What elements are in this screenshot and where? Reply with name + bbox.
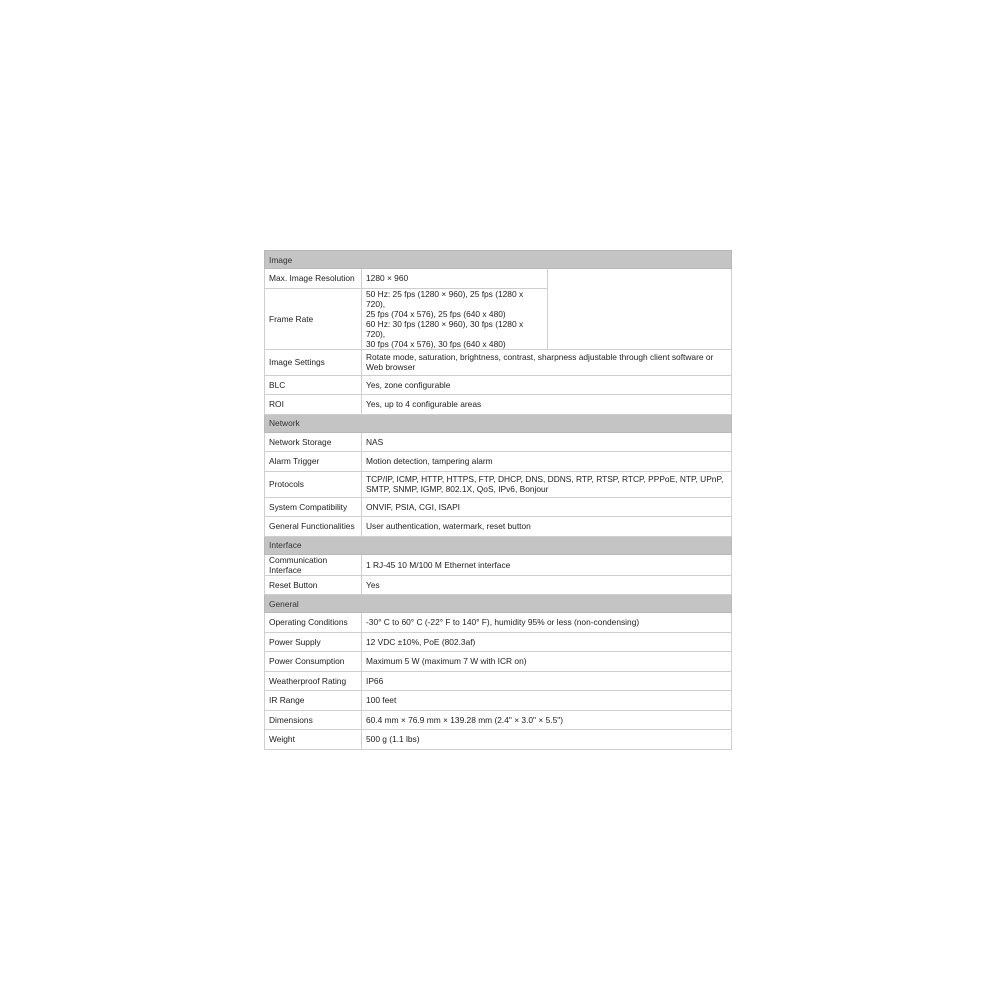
spec-row-protocols — [265, 471, 732, 497]
spec-label: Power Supply — [265, 632, 362, 652]
section-header-interface — [265, 536, 732, 554]
spec-label: System Compatibility — [265, 497, 362, 517]
spec-value: Maximum 5 W (maximum 7 W with ICR on) — [362, 652, 732, 672]
spec-label: Max. Image Resolution — [265, 269, 362, 289]
spec-value: User authentication, watermark, reset button — [362, 517, 732, 537]
frame-rate-text: 50 Hz: 25 fps (1280 × 960), 25 fps (1280 x 720), 25 fps (704 x 576), 25 fps (640 x 480) 60 Hz: 30 fps (1280 × 960), 30 fps (1280 x 720), 30 fps (704 x 576), 30 fps (640 x 480) — [366, 288, 524, 349]
spec-value: TCP/IP, ICMP, HTTP, HTTPS, FTP, DHCP, DNS, DDNS, RTP, RTSP, RTCP, PPPoE, NTP, UPnP, SMTP, SNMP, IGMP, 802.1X, QoS, IPv6, Bonjour — [362, 471, 732, 497]
spec-label: Alarm Trigger — [265, 452, 362, 472]
spec-value: 100 feet — [362, 691, 732, 711]
spec-value: 1 RJ-45 10 M/100 M Ethernet interface — [362, 554, 732, 575]
spec-value: Rotate mode, saturation, brightness, contrast, sharpness adjustable through client software or Web browser — [362, 349, 732, 375]
spec-value: 500 g (1.1 lbs) — [362, 730, 732, 750]
spec-label: Frame Rate — [265, 288, 362, 349]
spec-label: Protocols — [265, 471, 362, 497]
spec-label: General Functionalities — [265, 517, 362, 537]
spec-label: Reset Button — [265, 575, 362, 595]
spec-row-roi — [265, 395, 732, 415]
spec-row-power-supply — [265, 632, 732, 652]
blank-cell — [548, 269, 732, 350]
section-header-image — [265, 251, 732, 269]
spec-value: Yes, zone configurable — [362, 375, 732, 395]
spec-value: 1280 × 960 — [362, 269, 548, 289]
spec-label: Communication Interface — [265, 554, 362, 575]
spec-label: Weight — [265, 730, 362, 750]
spec-row-reset-button — [265, 575, 732, 595]
spec-value: -30° C to 60° C (-22° F to 140° F), humidity 95% or less (non-condensing) — [362, 613, 732, 633]
spec-value: NAS — [362, 432, 732, 452]
spec-row-blc — [265, 375, 732, 395]
spec-label: Weatherproof Rating — [265, 671, 362, 691]
spec-row-system-compatibility — [265, 497, 732, 517]
spec-value: Yes, up to 4 configurable areas — [362, 395, 732, 415]
spec-row-alarm-trigger — [265, 452, 732, 472]
spec-row-weight — [265, 730, 732, 750]
spec-row-image-settings — [265, 349, 732, 375]
section-header-general — [265, 595, 732, 613]
spec-row-weatherproof-rating — [265, 671, 732, 691]
spec-row-communication-interface — [265, 554, 732, 575]
spec-label: Operating Conditions — [265, 613, 362, 633]
spec-label: Image Settings — [265, 349, 362, 375]
spec-row-operating-conditions — [265, 613, 732, 633]
spec-value: 60.4 mm × 76.9 mm × 139.28 mm (2.4" × 3.0" × 5.5") — [362, 710, 732, 730]
spec-row-dimensions — [265, 710, 732, 730]
section-title: General — [265, 595, 732, 613]
spec-label: IR Range — [265, 691, 362, 711]
spec-label: Power Consumption — [265, 652, 362, 672]
spec-row-general-functionalities — [265, 517, 732, 537]
section-title: Image — [265, 251, 732, 269]
section-title: Network — [265, 414, 732, 432]
spec-row-power-consumption — [265, 652, 732, 672]
spec-label: Dimensions — [265, 710, 362, 730]
spec-label: Network Storage — [265, 432, 362, 452]
spec-value — [362, 288, 548, 349]
spec-value: ONVIF, PSIA, CGI, ISAPI — [362, 497, 732, 517]
spec-value: Yes — [362, 575, 732, 595]
spec-value: Motion detection, tampering alarm — [362, 452, 732, 472]
spec-row-ir-range — [265, 691, 732, 711]
spec-table — [264, 250, 732, 750]
spec-label: BLC — [265, 375, 362, 395]
section-header-network — [265, 414, 732, 432]
spec-row-max-resolution — [265, 269, 732, 289]
spec-value: IP66 — [362, 671, 732, 691]
spec-row-network-storage — [265, 432, 732, 452]
spec-value: 12 VDC ±10%, PoE (802.3af) — [362, 632, 732, 652]
spec-label: ROI — [265, 395, 362, 415]
section-title: Interface — [265, 536, 732, 554]
